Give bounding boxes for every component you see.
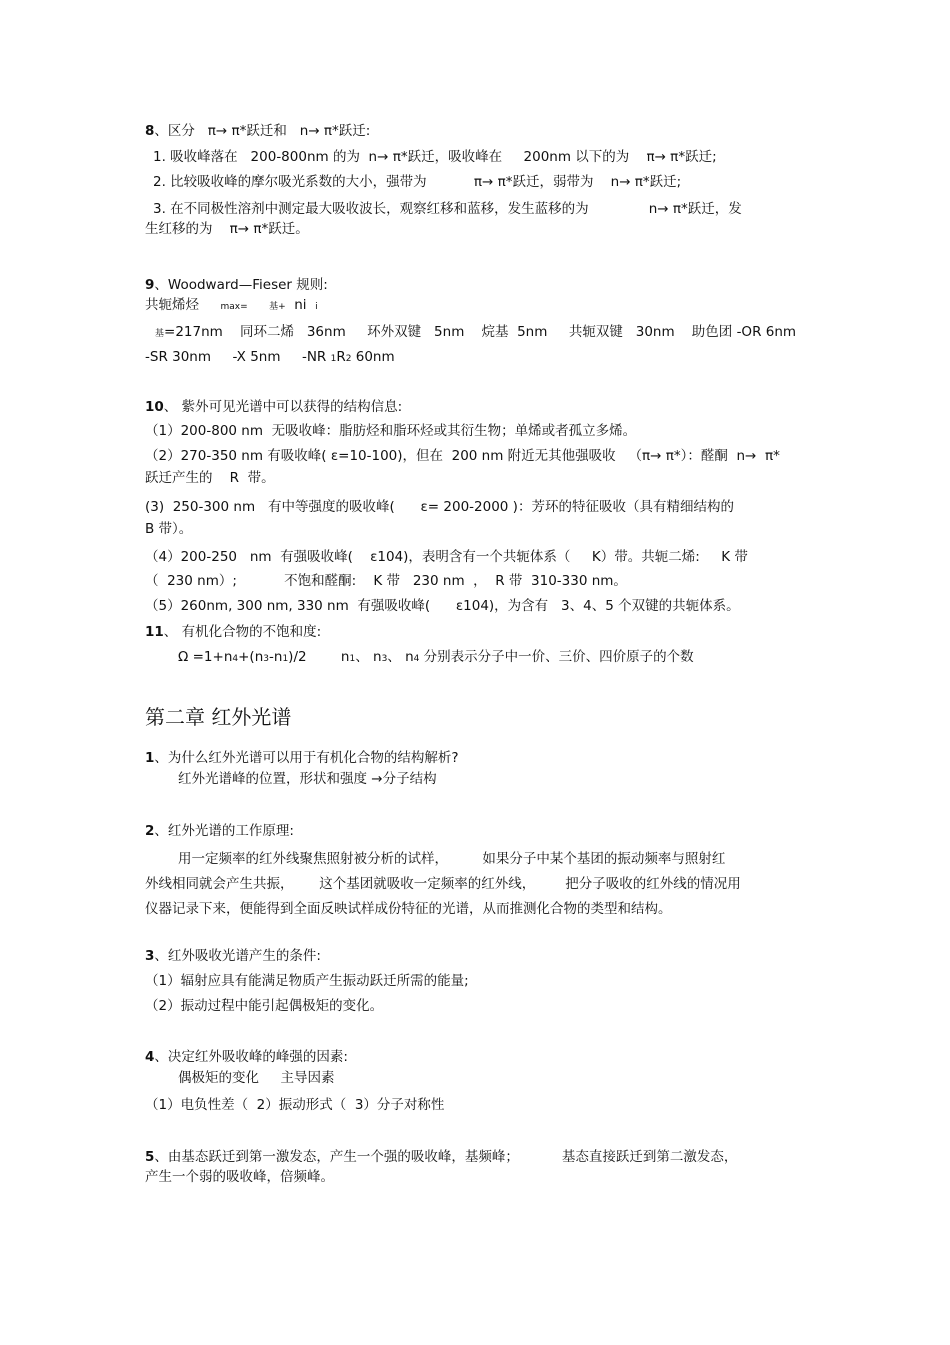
q10-line-8: （5）260nm, 300 nm, 330 nm 有强吸收峰( ε104)，为含有 3、4、5 个双键的共轭体系。 <box>145 598 740 614</box>
c4-line-1: 偶极矩的变化 主导因素 <box>178 1070 335 1086</box>
c2-heading <box>145 822 294 840</box>
q11-number: 11 <box>145 624 164 640</box>
c5-heading <box>145 1148 737 1166</box>
q9-values-2c: 60nm <box>351 349 395 365</box>
c3-line-2: （2）振动过程中能引起偶极矩的变化。 <box>145 998 384 1014</box>
c2-line-2: 外线相同就会产生共振， 这个基团就吸收一定频率的红外线， 把分子吸收的红外线的情况用 <box>145 876 741 892</box>
q9-values-2a: -SR 30nm -X 5nm -NR <box>145 349 331 365</box>
q8-title: 、区分 π→ π*跃迁和 n→ π*跃迁: <box>154 123 371 139</box>
c1-heading <box>145 749 459 767</box>
c5-line-1: 产生一个弱的吸收峰，倍频峰。 <box>145 1169 334 1185</box>
q11-t1: 1 <box>349 654 356 664</box>
q11-formula <box>178 648 694 668</box>
q11-f6: 、 n <box>387 649 414 665</box>
q10-line-7: （ 230 nm）; 不饱和醛酮: K 带 230 nm ， R 带 310-330 nm。 <box>145 573 627 589</box>
q11-f4: )/2 n <box>288 649 350 665</box>
q8-line-2: 2. 比较吸收峰的摩尔吸光系数的大小，强带为 π→ π*跃迁，弱带为 n→ π*跃迁; <box>153 174 682 190</box>
c3-heading <box>145 947 321 965</box>
q10-line-2: （2）270-350 nm 有吸收峰( ε=10-100)，但在 200 nm 附近无其他强吸收 （π→ π*）：醛酮 n→ π* <box>145 448 780 464</box>
q9-formula-i: i <box>315 302 318 312</box>
q9-formula-label: 共轭烯烃 <box>145 297 199 313</box>
c5-number: 5 <box>145 1149 155 1165</box>
c2-title: 、红外光谱的工作原理: <box>154 823 294 839</box>
c3-number: 3 <box>145 948 155 964</box>
q9-title: 、Woodward—Fieser 规则: <box>154 277 328 293</box>
q9-sub-1: 1 <box>330 354 337 364</box>
c4-number: 4 <box>145 1049 155 1065</box>
q9-formula-base: 基+ <box>269 302 286 312</box>
c1-number: 1 <box>145 750 155 766</box>
c4-line-2: （1）电负性差（ 2）振动形式（ 3）分子对称性 <box>145 1097 445 1113</box>
c5-title: 、由基态跃迁到第一激发态，产生一个强的吸收峰，基频峰； 基态直接跃迁到第二激发态， <box>154 1149 738 1165</box>
q11-t3: 3 <box>381 654 388 664</box>
c3-title: 、红外吸收光谱产生的条件: <box>154 948 321 964</box>
q8-heading <box>145 122 370 140</box>
q11-f3: -n <box>269 649 283 665</box>
q10-line-1: （1）200-800 nm 无吸收峰：脂肪烃和脂环烃或其衍生物；单烯或者孤立多烯。 <box>145 423 637 439</box>
q11-f2: +(n <box>238 649 264 665</box>
c2-line-3: 仪器记录下来，便能得到全面反映试样成份特征的光谱，从而推测化合物的类型和结构。 <box>145 901 672 917</box>
c4-title: 、决定红外吸收峰的峰强的因素: <box>154 1049 348 1065</box>
q9-values-line-2 <box>145 348 395 368</box>
c2-number: 2 <box>145 823 155 839</box>
q11-s3: 3 <box>263 654 269 664</box>
c1-answer: 红外光谱峰的位置，形状和强度 →分子结构 <box>178 771 437 787</box>
q8-number: 8 <box>145 123 155 139</box>
q10-heading <box>145 398 402 416</box>
q10-number: 10 <box>145 399 164 415</box>
q9-number: 9 <box>145 277 155 293</box>
q8-line-4: 生红移的为 π→ π*跃迁。 <box>145 221 309 237</box>
q11-f7: 分别表示分子中一价、三价、四价原子的个数 <box>419 649 694 665</box>
q9-base-label: 基 <box>155 329 165 339</box>
c1-title: 、为什么红外光谱可以用于有机化合物的结构解析? <box>154 750 459 766</box>
q10-line-6: （4）200-250 nm 有强吸收峰( ε104)，表明含有一个共轭体系（ K）带。共轭二烯: K 带 <box>145 549 748 565</box>
q11-t4: 4 <box>413 654 420 664</box>
q11-s4: 4 <box>232 654 239 664</box>
q9-sub-2: 2 <box>345 354 352 364</box>
q10-title: 、 紫外可见光谱中可以获得的结构信息: <box>163 399 403 415</box>
q10-line-5: B 带）。 <box>145 521 193 537</box>
q8-line-1: 1. 吸收峰落在 200-800nm 的为 n→ π*跃迁，吸收峰在 200nm 以下的为 π→ π*跃迁; <box>153 149 717 165</box>
q9-values-2b: R <box>336 349 346 365</box>
q10-line-4: (3) 250-300 nm 有中等强度的吸收峰( ε= 200-2000 )：芳环的特征吸收（具有精细结构的 <box>145 499 734 515</box>
c3-line-1: （1）辐射应具有能满足物质产生振动跃迁所需的能量; <box>145 973 469 989</box>
q10-line-3: 跃迁产生的 R 带。 <box>145 470 275 486</box>
q9-values-1: =217nm 同环二烯 36nm 环外双键 5nm 烷基 5nm 共轭双键 30nm 助色团 -OR 6nm <box>164 324 797 340</box>
q11-heading <box>145 623 321 641</box>
q9-formula <box>145 296 318 316</box>
c2-line-1: 用一定频率的红外线聚焦照射被分析的试样， 如果分子中某个基团的振动频率与照射红 <box>178 851 726 867</box>
q9-formula-max: max= <box>220 302 248 312</box>
chapter-title: 第二章 红外光谱 <box>145 705 292 729</box>
q11-title: 、 有机化合物的不饱和度: <box>163 624 322 640</box>
q11-f1: Ω =1+n <box>178 649 233 665</box>
c4-heading <box>145 1048 348 1066</box>
q9-formula-n: ni <box>294 297 307 313</box>
q9-heading <box>145 276 328 294</box>
q11-f5: 、 n <box>355 649 382 665</box>
q11-s1: 1 <box>282 654 289 664</box>
q9-values-line-1 <box>155 323 796 343</box>
q8-line-3: 3. 在不同极性溶剂中测定最大吸收波长，观察红移和蓝移，发生蓝移的为 n→ π*跃迁，发 <box>153 201 742 217</box>
